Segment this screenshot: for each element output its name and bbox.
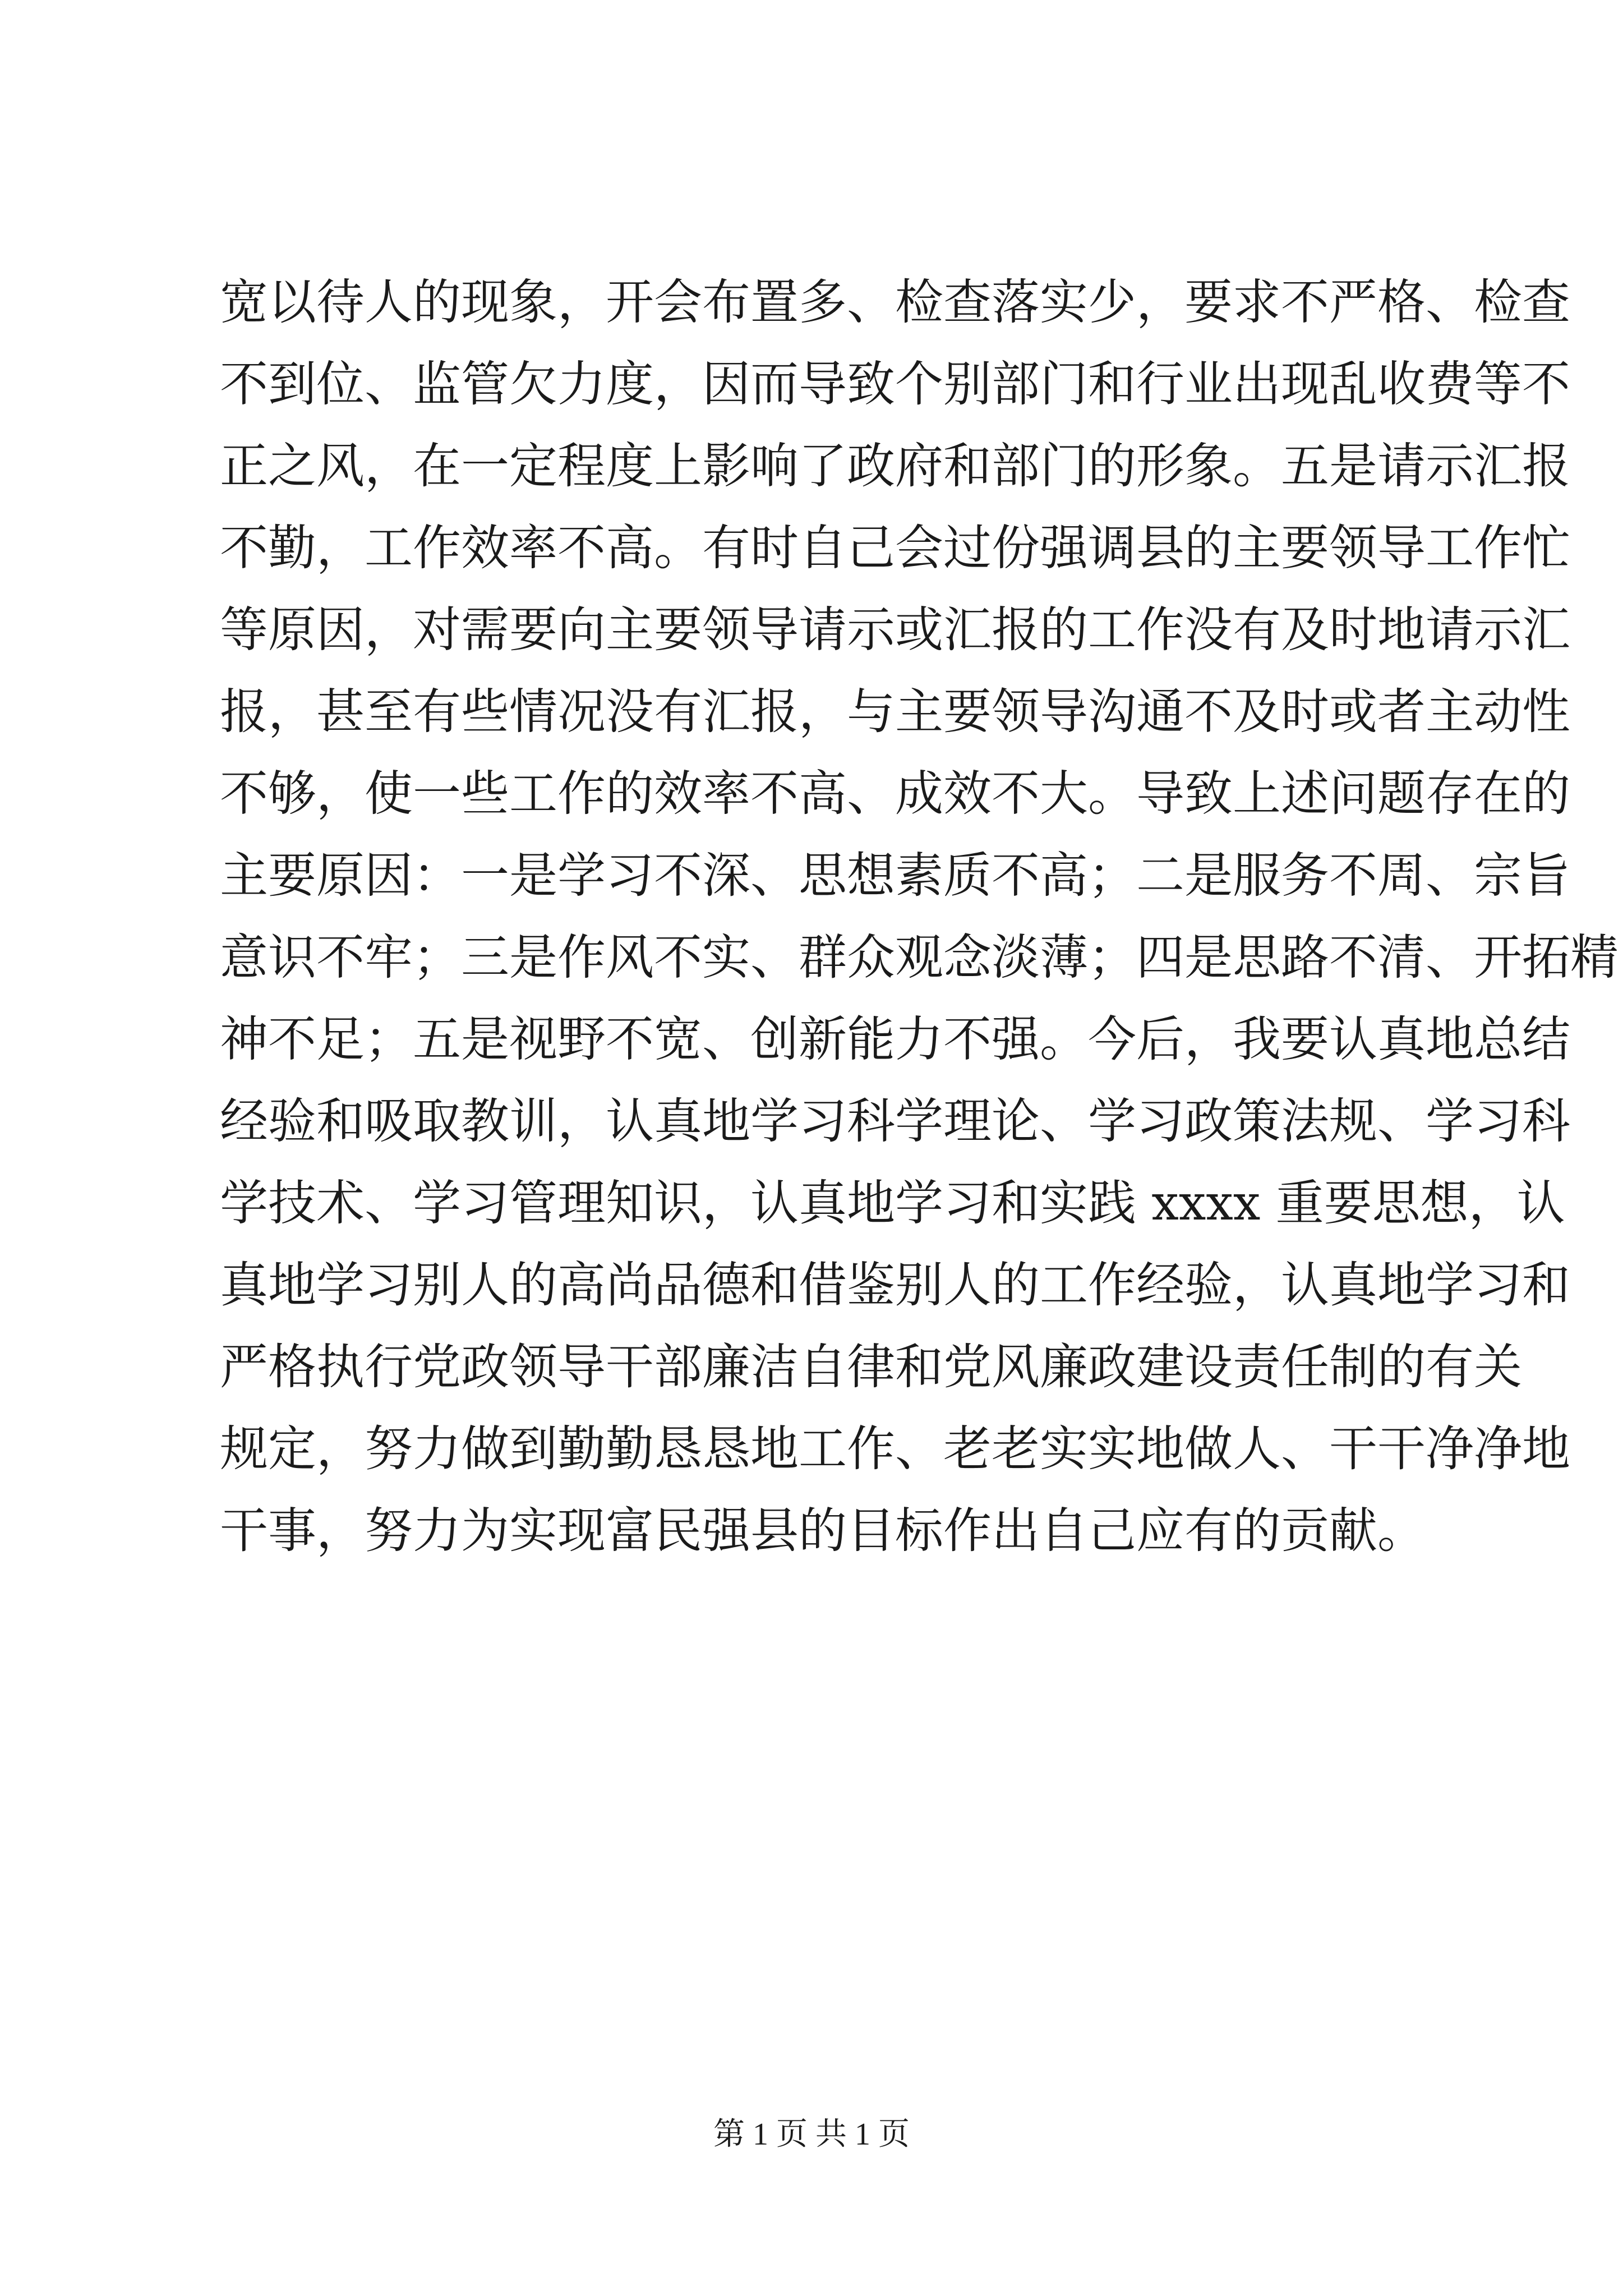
text-line: 干事，努力为实现富民强县的目标作出自己应有的贡献。 (220, 1503, 1426, 1559)
text-line: 真地学习别人的高尚品德和借鉴别人的工作经验，认真地学习和 (220, 1257, 1570, 1313)
text-line: 等原因，对需要向主要领导请示或汇报的工作没有及时地请示汇 (220, 602, 1570, 658)
text-line: 严格执行党政领导干部廉洁自律和党风廉政建设责任制的有关 (220, 1339, 1522, 1395)
text-line: 不到位、监管欠力度，因而导致个别部门和行业出现乱收费等不 (220, 356, 1570, 412)
page-number-footer: 第 1 页 共 1 页 (713, 2117, 910, 2152)
text-line: 经验和吸取教训，认真地学习科学理论、学习政策法规、学习科 (220, 1093, 1570, 1149)
text-line: 规定，努力做到勤勤恳恳地工作、老老实实地做人、干干净净地 (220, 1421, 1570, 1477)
text-line: 正之风，在一定程度上影响了政府和部门的形象。五是请示汇报 (220, 438, 1570, 494)
text-line: 报，甚至有些情况没有汇报，与主要领导沟通不及时或者主动性 (220, 684, 1570, 740)
body-paragraph (220, 261, 1619, 1572)
text-line: 主要原因：一是学习不深、思想素质不高；二是服务不周、宗旨 (220, 848, 1570, 904)
text-line: 不够，使一些工作的效率不高、成效不大。导致上述问题存在的 (220, 766, 1570, 822)
text-line: 宽以待人的现象，开会布置多、检查落实少，要求不严格、检查 (220, 274, 1570, 330)
text-line: 学技术、学习管理知识，认真地学习和实践 xxxx 重要思想，认 (220, 1175, 1565, 1231)
text-line: 不勤，工作效率不高。有时自己会过份强调县的主要领导工作忙 (220, 520, 1570, 576)
text-line: 神不足；五是视野不宽、创新能力不强。今后，我要认真地总结 (220, 1011, 1570, 1068)
text-line: 意识不牢；三是作风不实、群众观念淡薄；四是思路不清、开拓精 (220, 930, 1619, 986)
